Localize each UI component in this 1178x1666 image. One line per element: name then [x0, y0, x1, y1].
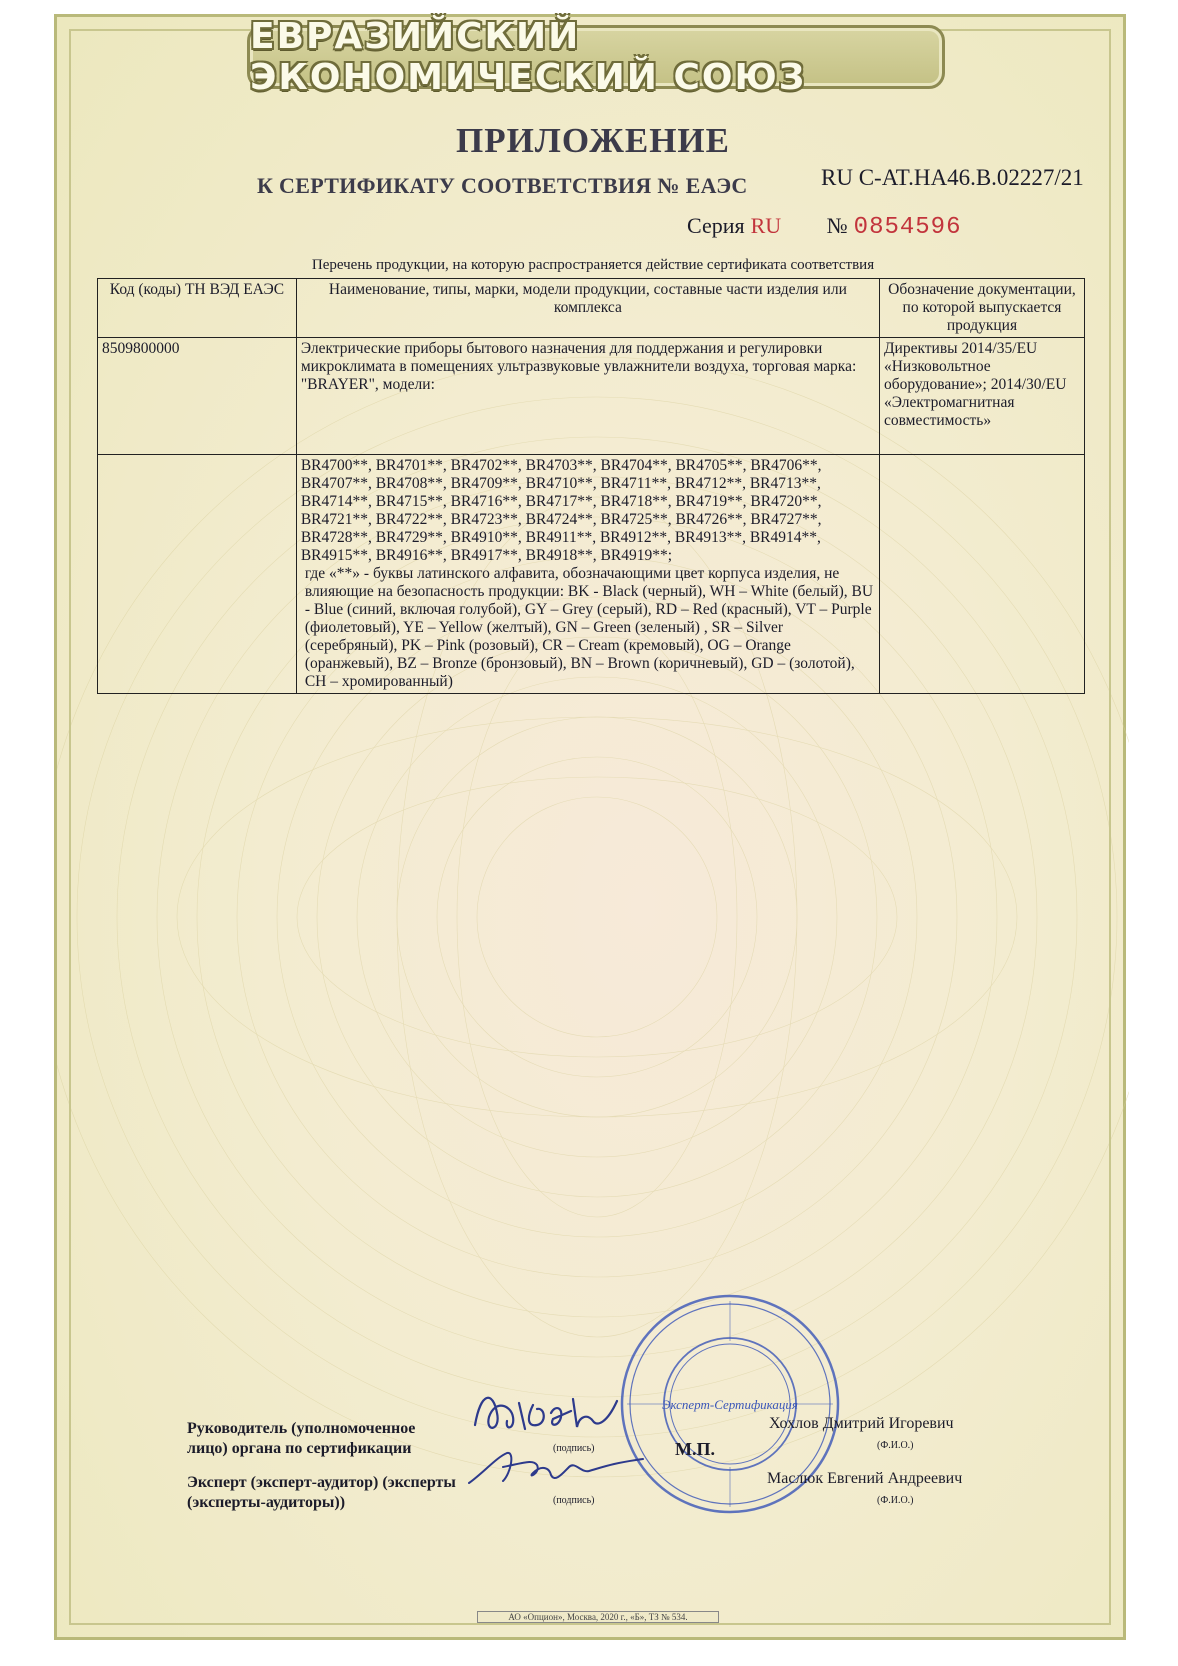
expert-fio-caption: (Ф.И.О.) — [877, 1495, 914, 1506]
head-name: Хохлов Дмитрий Игоревич — [769, 1415, 954, 1432]
row-docs: Директивы 2014/35/EU «Низковольтное оборудование»; 2014/30/EU «Электромагнитная совместимость» — [879, 338, 1084, 455]
series-value: RU — [750, 213, 782, 238]
head-label: Руководитель (уполномоченное лицо) органа по сертификации — [187, 1420, 416, 1457]
banner-text: ЕВРАЗИЙСКИЙ ЭКОНОМИЧЕСКИЙ СОЮЗ — [250, 16, 807, 98]
seal-center-text: Эксперт-Сертификация — [662, 1397, 798, 1412]
certificate-number: RU С-AT.НА46.В.02227/21 — [821, 165, 1084, 190]
row-name: Электрические приборы бытового назначения для поддержания и регулировки микроклимата в помещениях ультразвуковые увлажнители воздуха, торговая марка: "BRAYER", модели: — [296, 338, 879, 455]
header-name: Наименование, типы, марки, модели продукции, составные части изделия или комплекса — [296, 279, 879, 338]
header-code: Код (коды) ТН ВЭД ЕАЭС — [98, 279, 297, 338]
printer-mark: АО «Опцион», Москва, 2020 г., «Б», ТЗ № 534. — [477, 1611, 719, 1623]
header-docs: Обозначение документации, по которой выпускается продукция — [879, 279, 1084, 338]
expert-label: Эксперт (эксперт-аудитор) (эксперты (эксперты-аудиторы)) — [187, 1474, 456, 1511]
head-sign-caption: (подпись) — [553, 1443, 595, 1454]
row-code: 8509800000 — [98, 338, 297, 455]
model-list: BR4700**, BR4701**, BR4702**, BR4703**, BR4704**, BR4705**, BR4706**, BR4707**, BR4708**, BR4709**, BR4710**, BR4711**, BR4712**, BR4713**, BR4714**, BR4715**, BR4716**, BR4717**, BR4718**, BR4719**, BR4720**, BR4721**, BR4722**, BR4723**, BR4724**, BR4725**, BR4726**, BR4727**, BR4728**, BR4729**, BR4910**, BR4911**, BR4912**, BR4913**, BR4914**, BR4915**, BR4916**, BR4917**, BR4918**, BR4919**; — [300, 457, 822, 564]
form-number-value: 0854596 — [853, 214, 962, 241]
signature-block — [57, 17, 1129, 1643]
page-title: ПРИЛОЖЕНИЕ — [455, 121, 730, 160]
form-number-label: № — [826, 213, 848, 238]
certificate-sheet — [54, 14, 1126, 1640]
stamp-place-label: М.П. — [675, 1439, 715, 1459]
table-caption: Перечень продукции, на которую распространяется действие сертификата соответствия — [311, 257, 875, 273]
head-fio-caption: (Ф.И.О.) — [877, 1440, 914, 1451]
expert-name: Маслюк Евгений Андреевич — [767, 1470, 963, 1487]
certificate-label: К СЕРТИФИКАТУ СООТВЕТСТВИЯ № ЕАЭС — [257, 173, 748, 198]
series-label: Серия — [687, 213, 745, 238]
expert-sign-caption: (подпись) — [553, 1495, 595, 1506]
color-note: где «**» - буквы латинского алфавита, обозначающими цвет корпуса изделия, не влияющие на безопасность продукции: BK - Black (черный), WH – White (белый), BU - Blue (синий, включая голубой), GY – Grey (серый), RD – Red (красный), VT – Purple (фиолетовый), YE – Yellow (желтый), GN – Green (зеленый) , SR – Silver (серебряный), PK – Pink (розовый), CR – Cream (кремовый), OG – Orange (оранжевый), BZ – Bronze (бронзовый), BN – Brown (коричневый), GD – (золотой), CH – хромированный) — [304, 565, 874, 690]
